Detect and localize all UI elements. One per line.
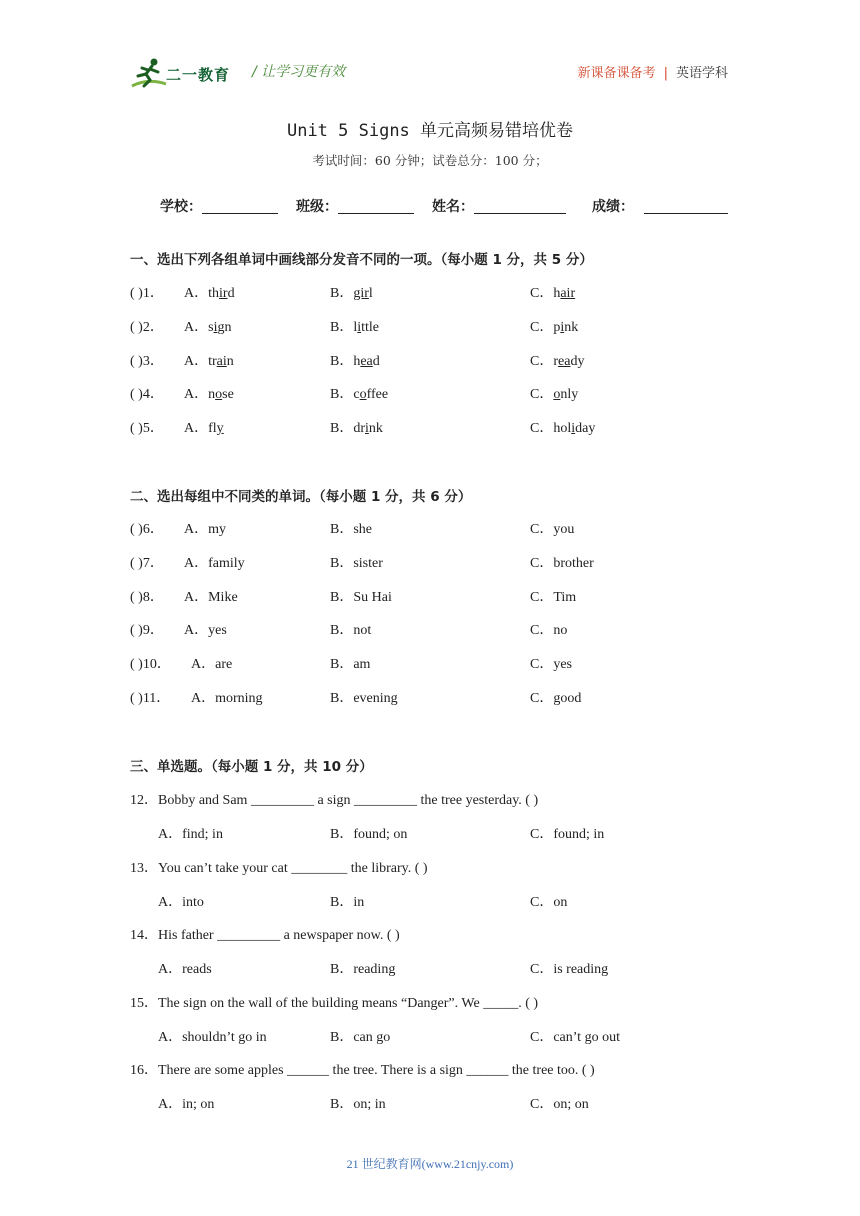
option-c[interactable]: C．yes xyxy=(530,657,572,673)
underlined-letters: ai xyxy=(216,353,227,369)
option-c[interactable]: C．brother xyxy=(530,555,594,571)
option-b[interactable]: B．not xyxy=(330,623,372,639)
option-b[interactable]: B．on; in xyxy=(330,1097,386,1113)
header-right xyxy=(578,62,728,81)
underlined-letters: y xyxy=(216,421,224,437)
underlined-letters: ea xyxy=(558,353,571,369)
option-c[interactable]: C．hair xyxy=(530,286,576,301)
section-3-heading: 三、单选题。（每小题 1 分，共 10 分） xyxy=(130,759,373,775)
question-row xyxy=(130,316,750,336)
option-c[interactable]: C．on xyxy=(530,894,568,910)
question-text: 12．Bobby and Sam _________ a sign _________ the tree yesterday. ( ) xyxy=(130,793,539,808)
title-cn: 单元高频易错培优卷 xyxy=(420,121,574,141)
option-c[interactable]: C．is reading xyxy=(530,962,609,978)
option-a[interactable]: A．my xyxy=(184,522,226,537)
option-b[interactable]: B．head xyxy=(330,353,380,369)
option-a[interactable]: A．shouldn’t go in xyxy=(158,1029,267,1045)
school-label: 学校： xyxy=(160,199,202,215)
question-row xyxy=(130,619,750,639)
question-row xyxy=(130,518,750,538)
option-a[interactable]: A．into xyxy=(158,894,204,910)
question-row xyxy=(130,653,750,673)
question-row xyxy=(130,552,750,572)
title-en: Unit 5 Signs xyxy=(286,121,421,141)
option-c[interactable]: C．can’t go out xyxy=(530,1029,620,1045)
option-b[interactable]: B．she xyxy=(330,522,372,537)
question-number[interactable]: ( )8． xyxy=(130,589,164,605)
underlined-letters: gir xyxy=(353,286,369,301)
underlined-letters: ea xyxy=(360,353,373,369)
option-a[interactable]: A．find; in xyxy=(158,827,223,842)
underlined-letters: i xyxy=(365,421,369,437)
option-a[interactable]: A．are xyxy=(191,657,233,673)
underlined-letters: i xyxy=(213,319,218,335)
question-number[interactable]: ( )11． xyxy=(130,691,171,706)
option-c[interactable]: C．you xyxy=(530,522,575,537)
option-a[interactable]: A．train xyxy=(184,353,234,369)
option-a[interactable]: A．sign xyxy=(184,319,232,335)
option-b[interactable]: B．coffee xyxy=(330,387,389,403)
underlined-letters: o xyxy=(359,387,367,403)
logo-text: 二一教育 xyxy=(166,66,231,84)
school-field xyxy=(160,196,278,216)
question-row xyxy=(130,687,750,707)
option-b[interactable]: B．girl xyxy=(330,286,373,301)
question-row xyxy=(130,383,750,403)
header-tag-left: 新课备课备考 xyxy=(577,66,656,81)
option-b[interactable]: B．sister xyxy=(330,555,383,571)
option-b[interactable]: B．little xyxy=(330,319,380,335)
option-c[interactable]: C．pink xyxy=(530,319,579,335)
score-field xyxy=(592,196,728,216)
section-1-heading: 一、选出下列各组单词中画线部分发音不同的一项。（每小题 1 分，共 5 分） xyxy=(130,252,593,268)
question-text: 16．There are some apples ______ the tree. There is a sign ______ the tree too. ( ) xyxy=(130,1063,595,1079)
question-row xyxy=(130,586,750,606)
option-c[interactable]: C．found; in xyxy=(530,827,605,842)
page-title xyxy=(0,116,860,141)
option-b[interactable]: B．reading xyxy=(330,962,396,978)
question-number[interactable]: ( )4． xyxy=(130,387,164,403)
option-b[interactable]: B．in xyxy=(330,894,365,910)
question-number[interactable]: ( )9． xyxy=(130,623,164,639)
class-field xyxy=(296,196,414,216)
page-footer: 21 世纪教育网(www.21cnjy.com) xyxy=(346,1157,514,1171)
option-a[interactable]: A．in; on xyxy=(158,1097,215,1113)
underlined-letters: i xyxy=(560,319,565,335)
question-number[interactable]: ( )3． xyxy=(130,353,164,369)
question-text: 13．You can’t take your cat ________ the library. ( ) xyxy=(130,860,428,876)
option-b[interactable]: B．Su Hai xyxy=(330,589,392,605)
option-c[interactable]: C．ready xyxy=(530,353,585,369)
option-b[interactable]: B．can go xyxy=(330,1029,391,1045)
option-a[interactable]: A．fly xyxy=(184,421,224,437)
name-label: 姓名： xyxy=(432,199,474,215)
option-c[interactable]: C．Tim xyxy=(530,589,577,605)
header-separator: | xyxy=(663,66,668,81)
option-c[interactable]: C．no xyxy=(530,623,568,639)
underlined-letters: i xyxy=(357,319,362,335)
underlined-letters: o xyxy=(215,387,223,403)
question-number[interactable]: ( )6． xyxy=(130,522,164,537)
question-row xyxy=(130,282,750,302)
name-field xyxy=(432,196,566,216)
option-c[interactable]: C．only xyxy=(530,387,579,403)
option-c[interactable]: C．on; on xyxy=(530,1097,589,1113)
name-blank[interactable] xyxy=(474,199,566,214)
option-c[interactable]: C．holiday xyxy=(530,421,596,437)
score-label: 成绩： xyxy=(592,199,634,215)
underlined-letters: i xyxy=(571,421,576,437)
question-number[interactable]: ( )5． xyxy=(130,421,164,437)
page-header xyxy=(130,52,730,92)
option-a[interactable]: A．reads xyxy=(158,962,212,978)
slogan: / 让学习更有效 xyxy=(252,64,346,80)
question-number[interactable]: ( )10． xyxy=(130,657,171,673)
class-blank[interactable] xyxy=(338,199,414,214)
option-b[interactable]: B．am xyxy=(330,657,371,673)
question-number[interactable]: ( )1． xyxy=(130,286,164,301)
option-a[interactable]: A．morning xyxy=(191,691,263,706)
question-number[interactable]: ( )7． xyxy=(130,555,164,571)
option-b[interactable]: B．drink xyxy=(330,421,383,437)
underlined-letters: ir xyxy=(219,286,228,301)
option-b[interactable]: B．evening xyxy=(330,691,398,706)
option-b[interactable]: B．found; on xyxy=(330,827,408,842)
option-c[interactable]: C．good xyxy=(530,691,582,706)
option-a[interactable]: A．third xyxy=(184,286,235,301)
question-row xyxy=(130,350,750,370)
header-tag-right: 英语学科 xyxy=(675,66,728,81)
exam-subtitle: 考试时间：60 分钟；试卷总分：100 分； xyxy=(312,153,548,168)
underlined-letters: o xyxy=(553,387,561,403)
option-a[interactable]: A．nose xyxy=(184,387,234,403)
logo xyxy=(130,56,240,90)
option-a[interactable]: A．yes xyxy=(184,623,227,639)
question-text: 14．His father _________ a newspaper now. ( ) xyxy=(130,928,400,944)
option-a[interactable]: A．family xyxy=(184,555,245,571)
question-text: 15．The sign on the wall of the building means “Danger”. We _____. ( ) xyxy=(130,995,539,1011)
school-blank[interactable] xyxy=(202,199,278,214)
section-2-heading: 二、选出每组中不同类的单词。（每小题 1 分，共 6 分） xyxy=(130,489,472,505)
underlined-letters: air xyxy=(560,286,576,301)
score-blank[interactable] xyxy=(644,199,728,214)
option-a[interactable]: A．Mike xyxy=(184,589,238,605)
question-number[interactable]: ( )2． xyxy=(130,319,164,335)
runner-logo-icon xyxy=(130,56,170,90)
class-label: 班级： xyxy=(296,199,338,215)
question-row xyxy=(130,417,750,437)
